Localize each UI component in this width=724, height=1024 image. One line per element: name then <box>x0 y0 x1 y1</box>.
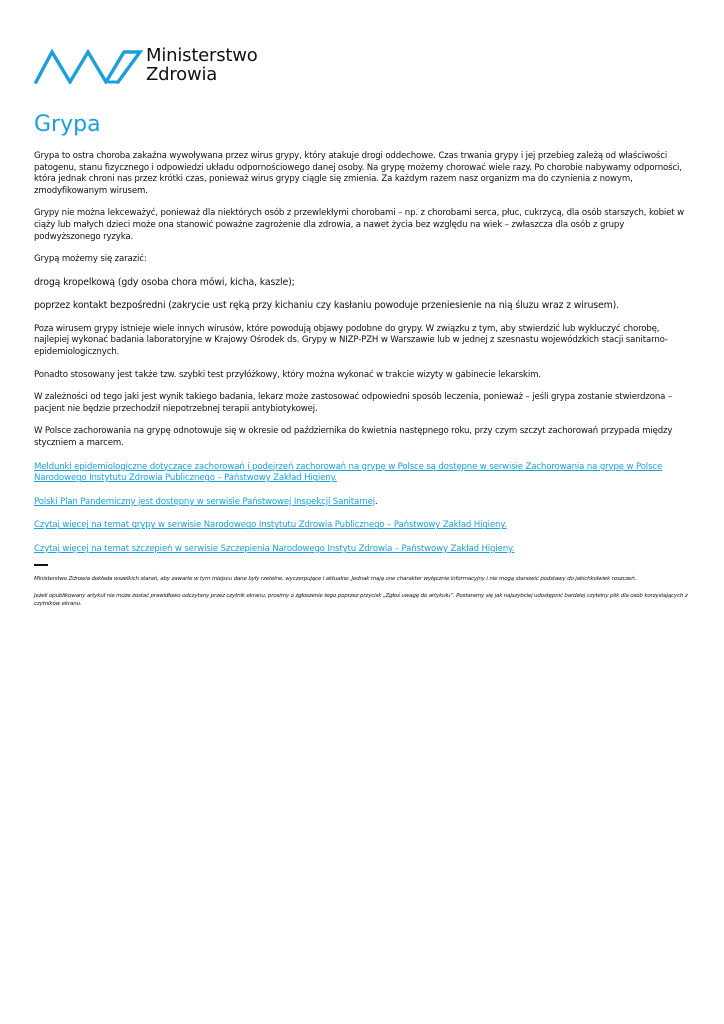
quick-test-paragraph: Ponadto stosowany jest także tzw. szybki test przyłóżkowy, który można wykonać w trakcie wizyty w gabinecie lekarskim. <box>34 369 541 380</box>
link-paragraph-pandemic-plan <box>34 497 690 509</box>
diagnosis-paragraph: Poza wirusem grypy istnieje wiele innych wirusów, które powodują objawy podobne do grypy. W związku z tym, aby stwierdzić lub wykluczyć chorobę, najlepiej wykonać badania laboratoryjne w Krajowy Ośrodek ds. Grypy w NIZP-PZH w Warszawie lub w jednej z szesnastu wojewódzkich stacji sanitarno-epidemiologicznych. <box>34 323 668 357</box>
vaccination-info-link[interactable]: Czytaj więcej na temat szczepień w serwisie Szczepienia Narodowego Instytu Zdrowia – Państwowy Zakład Higieny. <box>34 543 515 554</box>
disclaimer-note: Ministerstwo Zdrowia dokłada wszelkich starań, aby zawarte w tym miejscu dane były rzetelne, wyczerpujące i aktualne. Jednak mają one charakter wyłącznie informacyjny i nie mogą stanowić podstawy do jakichkolwiek roszczeń. <box>34 576 637 583</box>
accessibility-note: Jeżeli opublikowany artykuł nie może zostać prawidłowo odczytany przez czytnik ekranu, prosimy o zgłoszenie tego poprzez przycisk „Zgłoś uwagę do artykułu”. Postaramy się jak najszybciej udostępnić bardziej czytelny plik dla osób korzystających z czytników ekranu. <box>34 593 688 607</box>
page-title: Grypa <box>34 112 101 137</box>
risk-paragraph: Grypy nie można lekceważyć, ponieważ dla niektórych osób z przewlekłymi chorobami – np. z chorobami serca, płuc, cukrzycą, dla osób starszych, kobiet w ciąży lub małych dzieci może ona stanowić poważne zagrożenie dla zdrowia, a nawet życia bez względu na wiek – zwłaszcza dla osób z grupy podwyższonego ryzyka. <box>34 208 684 242</box>
intro-paragraph: Grypa to ostra choroba zakaźna wywoływana przez wirus grypy, który atakuje drogi oddechowe. Czas trwania grypy i jej przebieg zależą od właściwości patogenu, stanu fizycznego i odpowiedzi układu odpornościowego danej osoby. Na grypę możemy chorować wiele razy. Po chorobie nabywamy odporności, która jednak chroni nas przez krótki czas, ponieważ wirus grypy ciągle się zmienia. Za każdym razem nasz organizm ma do czynienia z nowym, zmodyfikowanym wirusem. <box>34 151 682 196</box>
season-paragraph: W Polsce zachorowania na grypę odnotowuje się w okresie od października do kwietnia następnego roku, przy czym szczyt zachorowań przypada między styczniem a marcem. <box>34 426 673 448</box>
ministry-logo-mark-icon <box>34 48 144 84</box>
link-paragraph-flu-info <box>34 520 690 532</box>
list-item-droplet: drogą kropelkową (gdy osoba chora mówi, kicha, kaszle); <box>34 276 295 288</box>
epidemiology-reports-link[interactable]: Meldunki epidemiologiczne dotyczące zachorowań i podejrzeń zachorowań na grypę w Polsce są dostępne w serwisie Zachorowania na grypę w Polsce Narodowego Instytutu Zdrowia Publicznego – Państwowy Zakład Higieny. <box>34 461 663 484</box>
article-body <box>34 151 690 608</box>
link-paragraph-vaccination <box>34 544 690 556</box>
list-item-contact: poprzez kontakt bezpośredni (zakrycie ust ręką przy kichaniu czy kasłaniu powoduje przeniesienie na nią śluzu wraz z wirusem). <box>34 299 619 311</box>
ministry-logo-text <box>146 46 258 84</box>
ministry-logo <box>34 44 274 88</box>
logo-line-2: Zdrowia <box>146 64 218 85</box>
footer-separator <box>34 564 48 566</box>
link-paragraph-epidemiology <box>34 462 690 485</box>
infection-intro: Grypą możemy się zarazić: <box>34 254 147 265</box>
treatment-paragraph: W zależności od tego jaki jest wynik takiego badania, lekarz może zastosować odpowiedni sposób leczenia, ponieważ – jeśli grypa zostanie stwierdzona – pacjent nie będzie przechodził niepotrzebnej terapii antybiotykowej. <box>34 392 672 414</box>
pandemic-plan-link[interactable]: Polski Plan Pandemiczny jest dostępny w serwisie Państwowej Inspekcji Sanitarnej <box>34 496 375 507</box>
logo-line-1: Ministerstwo <box>146 45 258 66</box>
period-text: . <box>374 496 378 507</box>
flu-info-link[interactable]: Czytaj więcej na temat grypy w serwisie Narodowego Instytutu Zdrowia Publicznego – Państwowy Zakład Higieny. <box>34 520 507 531</box>
